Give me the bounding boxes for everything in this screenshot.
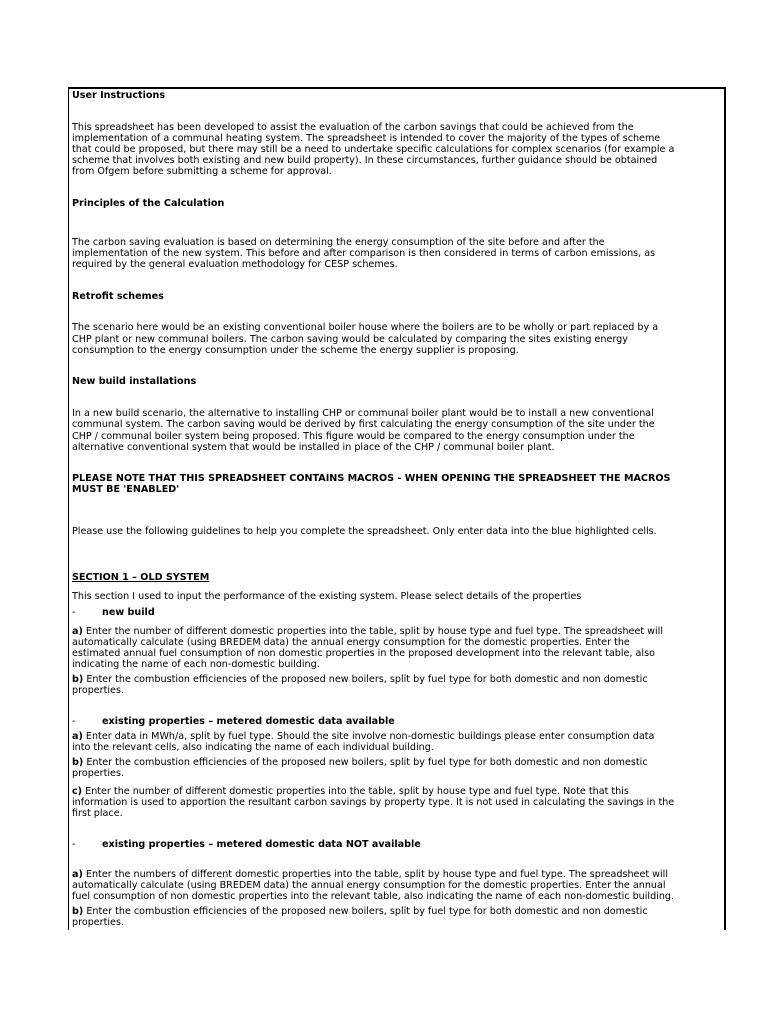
subsection-label: new build	[102, 607, 155, 618]
not-metered-b-line: properties.	[72, 917, 125, 928]
principles-line: The carbon saving evaluation is based on determining the energy consumption of the site before and after the	[72, 237, 605, 248]
newbuild-line: communal system. The carbon saving would be derived by first calculating the energy consumption of the site under the	[72, 419, 655, 430]
principles-line: implementation of the new system. This before and after comparison is then considered in terms of carbon emissions, as	[72, 248, 656, 259]
macros-note: MUST BE 'ENABLED'	[72, 484, 180, 495]
intro-line: scheme that involves both existing and new build property). In these circumstances, further guidance should be obtained	[72, 155, 658, 166]
intro-line: from Ofgem before submitting a scheme for approval.	[72, 166, 332, 177]
metered-a-line: a) Enter data in MWh/a, split by fuel type. Should the site involve non-domestic buildings please enter consumption data	[72, 731, 655, 742]
principles-line: required by the general evaluation methodology for CESP schemes.	[72, 259, 398, 270]
subsection-label: existing properties – metered domestic data available	[102, 716, 395, 727]
metered-c-line: information is used to apportion the resultant carbon savings by property type. It is not used in calculating the savings in the	[72, 797, 675, 808]
heading-new-build: New build installations	[72, 376, 197, 387]
heading-retrofit: Retrofit schemes	[72, 291, 164, 302]
retrofit-line: consumption to the energy consumption under the scheme the energy supplier is proposing.	[72, 345, 519, 356]
intro-line: implementation of a communal heating system. The spreadsheet is intended to cover the majority of the types of scheme	[72, 133, 661, 144]
dash: -	[72, 839, 76, 850]
metered-c-line: c) Enter the number of different domestic properties into the table, split by house type and fuel type. Note that this	[72, 786, 629, 797]
section1-intro: This section I used to input the performance of the existing system. Please select details of the properties	[72, 591, 582, 602]
retrofit-line: CHP plant or new communal boilers. The carbon saving would be calculated by comparing the sites existing energy	[72, 334, 628, 345]
section1-title: SECTION 1 – OLD SYSTEM	[72, 572, 210, 583]
intro-line: This spreadsheet has been developed to assist the evaluation of the carbon savings that could be achieved from the	[72, 122, 634, 133]
heading-principles: Principles of the Calculation	[72, 198, 225, 209]
not-metered-a-line: automatically calculate (using BREDEM data) the annual energy consumption for the domestic properties. Enter the annual	[72, 880, 666, 891]
macros-note: PLEASE NOTE THAT THIS SPREADSHEET CONTAINS MACROS - WHEN OPENING THE SPREADSHEET THE MACROS	[72, 473, 671, 484]
metered-b-line: b) Enter the combustion efficiencies of the proposed new boilers, split by fuel type for both domestic and non domestic	[72, 757, 648, 768]
newbuild-b-line: properties.	[72, 685, 125, 696]
metered-c-line: first place.	[72, 808, 123, 819]
newbuild-a-line: estimated annual fuel consumption of non domestic properties in the proposed development into the relevant table, also	[72, 648, 655, 659]
newbuild-a-line: a) Enter the number of different domestic properties into the table, split by house type and fuel type. The spreadsheet will	[72, 626, 664, 637]
newbuild-line: alternative conventional system that would be installed in place of the CHP / communal boiler plant.	[72, 442, 555, 453]
not-metered-b-line: b) Enter the combustion efficiencies of the proposed new boilers, split by fuel type for both domestic and non domestic	[72, 906, 648, 917]
intro-line: that could be proposed, but there may still be a need to undertake specific calculations for complex scenarios (for example a	[72, 144, 675, 155]
metered-b-line: properties.	[72, 768, 125, 779]
heading-user-instructions: User Instructions	[72, 90, 166, 101]
newbuild-a-line: automatically calculate (using BREDEM data) the annual energy consumption for the domestic properties. Enter the	[72, 637, 630, 648]
not-metered-a-line: a) Enter the numbers of different domestic properties into the table, split by house type and fuel type. The spreadsheet will	[72, 869, 669, 880]
guidelines-text: Please use the following guidelines to help you complete the spreadsheet. Only enter data into the blue highlighted cells.	[72, 526, 657, 537]
subsection-not-metered	[72, 839, 724, 850]
newbuild-line: In a new build scenario, the alternative to installing CHP or communal boiler plant would be to install a new conventional	[72, 408, 654, 419]
dash: -	[72, 607, 76, 618]
subsection-new-build	[72, 607, 724, 618]
newbuild-b-line: b) Enter the combustion efficiencies of the proposed new boilers, split by fuel type for both domestic and non domestic	[72, 674, 648, 685]
newbuild-a-line: indicating the name of each non-domestic building.	[72, 659, 320, 670]
not-metered-a-line: fuel consumption of non domestic properties into the relevant table, also indicating the name of each non-domestic building.	[72, 891, 675, 902]
newbuild-line: CHP / communal boiler system being proposed. This figure would be compared to the energy consumption under the	[72, 431, 635, 442]
subsection-label: existing properties – metered domestic data NOT available	[102, 839, 421, 850]
instructions-sheet	[68, 87, 726, 930]
subsection-metered	[72, 716, 724, 727]
dash: -	[72, 716, 76, 727]
metered-a-line: into the relevant cells, also indicating the name of each individual building.	[72, 742, 434, 753]
retrofit-line: The scenario here would be an existing conventional boiler house where the boilers are to be wholly or part replaced by a	[72, 322, 659, 333]
